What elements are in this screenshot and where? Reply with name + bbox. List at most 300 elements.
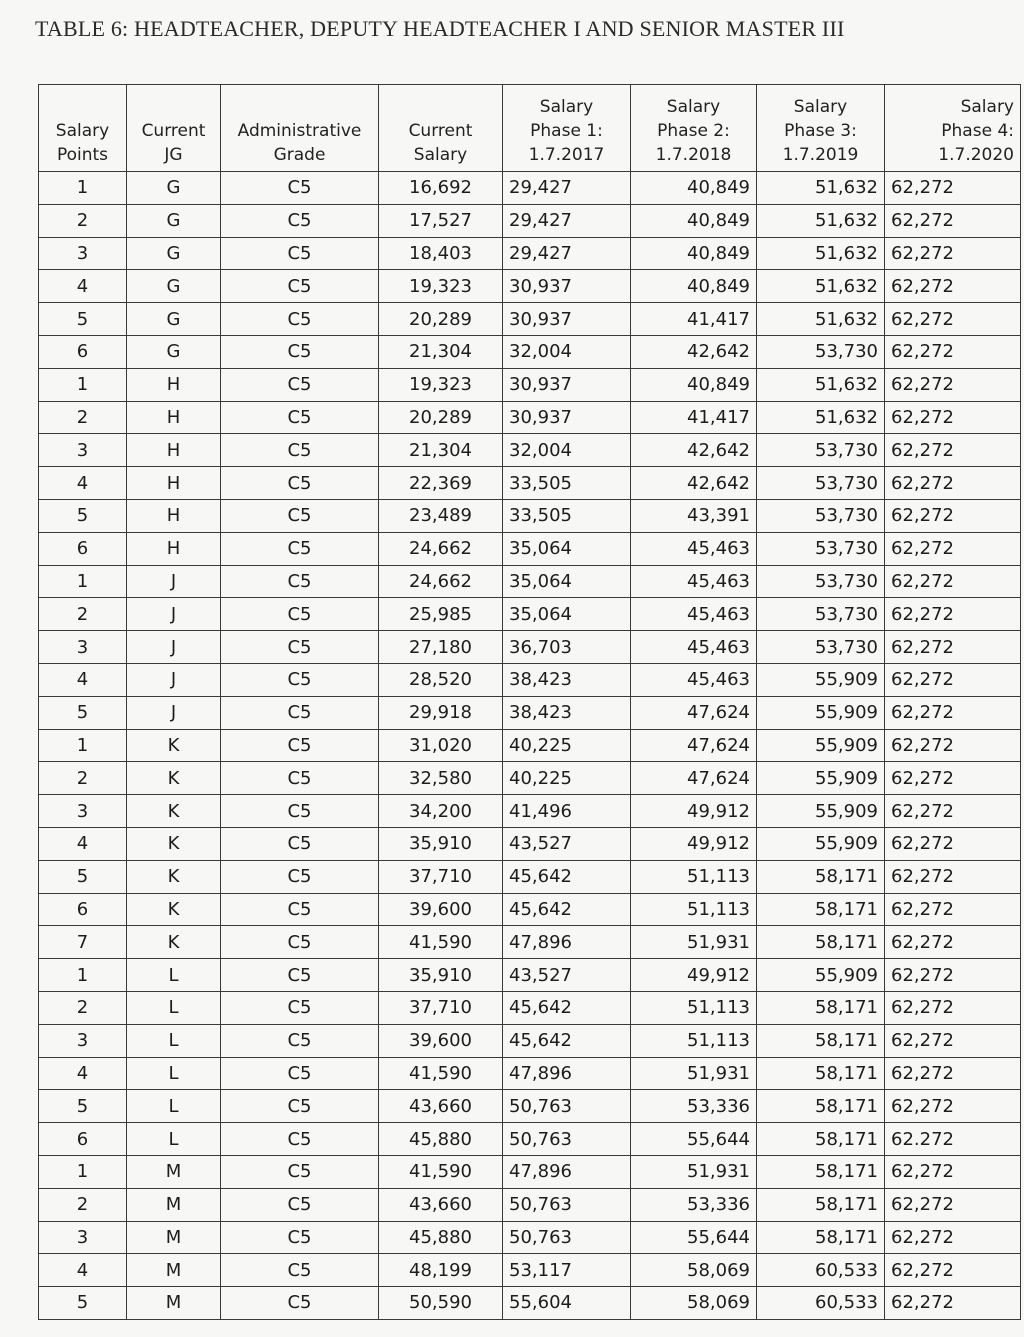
- header-line: 1.7.2020: [938, 145, 1014, 165]
- table-row: [39, 270, 1021, 303]
- phase-1-cell: 43,527: [503, 959, 631, 992]
- phase-2-cell: 49,912: [631, 959, 757, 992]
- phase-4-cell: 62,272: [885, 729, 1021, 762]
- salary-points-cell: 5: [39, 1090, 127, 1123]
- salary-points-cell: 6: [39, 335, 127, 368]
- phase-3-cell: 58,171: [757, 1155, 885, 1188]
- phase-4-cell: 62,272: [885, 663, 1021, 696]
- jg-cell: G: [127, 237, 221, 270]
- phase-3-cell: 60,533: [757, 1287, 885, 1320]
- table-row: [39, 893, 1021, 926]
- salary-points-cell: 3: [39, 237, 127, 270]
- table-row: [39, 762, 1021, 795]
- phase-1-cell: 30,937: [503, 401, 631, 434]
- phase-4-cell: 62,272: [885, 368, 1021, 401]
- header-line: Grade: [273, 145, 326, 165]
- current-salary-cell: 37,710: [379, 991, 503, 1024]
- header-line: 1.7.2017: [528, 145, 605, 165]
- table-row: [39, 172, 1021, 205]
- salary-points-cell: 4: [39, 827, 127, 860]
- phase-2-cell: 40,849: [631, 172, 757, 205]
- grade-cell: C5: [221, 172, 379, 205]
- page-title: TABLE 6: HEADTEACHER, DEPUTY HEADTEACHER I AND SENIOR MASTER III: [35, 16, 845, 41]
- salary-points-cell: 1: [39, 565, 127, 598]
- phase-2-cell: 42,642: [631, 434, 757, 467]
- phase-2-cell: 58,069: [631, 1287, 757, 1320]
- grade-cell: C5: [221, 663, 379, 696]
- table-body: [39, 172, 1021, 1320]
- phase-3-cell: 58,171: [757, 1024, 885, 1057]
- phase-2-cell: 53,336: [631, 1090, 757, 1123]
- table-row: [39, 1057, 1021, 1090]
- phase-4-cell: 62,272: [885, 991, 1021, 1024]
- jg-cell: L: [127, 1090, 221, 1123]
- jg-cell: K: [127, 729, 221, 762]
- current-salary-cell: 20,289: [379, 401, 503, 434]
- grade-cell: C5: [221, 335, 379, 368]
- phase-3-cell: 58,171: [757, 860, 885, 893]
- phase-4-cell: 62,272: [885, 532, 1021, 565]
- current-salary-cell: 23,489: [379, 499, 503, 532]
- phase-4-cell: 62,272: [885, 795, 1021, 828]
- phase-1-cell: 38,423: [503, 663, 631, 696]
- current-salary-cell: 19,323: [379, 270, 503, 303]
- phase-2-cell: 45,463: [631, 565, 757, 598]
- current-salary-cell: 50,590: [379, 1287, 503, 1320]
- current-salary-cell: 25,985: [379, 598, 503, 631]
- salary-points-cell: 2: [39, 1188, 127, 1221]
- phase-1-cell: 32,004: [503, 335, 631, 368]
- phase-3-cell: 55,909: [757, 959, 885, 992]
- salary-points-cell: 3: [39, 1221, 127, 1254]
- salary-points-cell: 5: [39, 860, 127, 893]
- phase-3-cell: 58,171: [757, 1057, 885, 1090]
- current-salary-cell: 27,180: [379, 631, 503, 664]
- header-line: Salary: [793, 97, 848, 117]
- jg-cell: K: [127, 795, 221, 828]
- grade-cell: C5: [221, 270, 379, 303]
- jg-cell: M: [127, 1221, 221, 1254]
- phase-3-cell: 53,730: [757, 434, 885, 467]
- current-salary-cell: 24,662: [379, 565, 503, 598]
- jg-cell: G: [127, 270, 221, 303]
- grade-cell: C5: [221, 1221, 379, 1254]
- phase-4-cell: 62,272: [885, 762, 1021, 795]
- table-row: [39, 335, 1021, 368]
- phase-2-cell: 51,931: [631, 1057, 757, 1090]
- jg-cell: H: [127, 499, 221, 532]
- phase-2-cell: 47,624: [631, 696, 757, 729]
- table-row: [39, 1254, 1021, 1287]
- phase-1-cell: 35,064: [503, 532, 631, 565]
- phase-1-cell: 35,064: [503, 565, 631, 598]
- current-salary-cell: 32,580: [379, 762, 503, 795]
- phase-1-cell: 35,064: [503, 598, 631, 631]
- phase-3-cell: 51,632: [757, 237, 885, 270]
- grade-cell: C5: [221, 1090, 379, 1123]
- table-row: [39, 204, 1021, 237]
- header-line: Points: [56, 145, 109, 165]
- salary-points-cell: 2: [39, 762, 127, 795]
- phase-3-cell: 58,171: [757, 893, 885, 926]
- phase-4-cell: 62,272: [885, 1287, 1021, 1320]
- phase-3-cell: 53,730: [757, 631, 885, 664]
- phase-2-cell: 43,391: [631, 499, 757, 532]
- jg-cell: L: [127, 1024, 221, 1057]
- phase-4-cell: 62,272: [885, 696, 1021, 729]
- phase-3-cell: 55,909: [757, 663, 885, 696]
- table-row: [39, 434, 1021, 467]
- jg-cell: J: [127, 565, 221, 598]
- phase-1-cell: 33,505: [503, 467, 631, 500]
- phase-2-cell: 42,642: [631, 467, 757, 500]
- current-salary-cell: 39,600: [379, 893, 503, 926]
- jg-cell: K: [127, 926, 221, 959]
- grade-cell: C5: [221, 204, 379, 237]
- grade-cell: C5: [221, 1155, 379, 1188]
- grade-cell: C5: [221, 991, 379, 1024]
- salary-points-cell: 5: [39, 1287, 127, 1320]
- phase-1-cell: 50,763: [503, 1123, 631, 1156]
- phase-3-cell: 55,909: [757, 827, 885, 860]
- phase-1-cell: 50,763: [503, 1221, 631, 1254]
- phase-4-cell: 62,272: [885, 827, 1021, 860]
- jg-cell: K: [127, 827, 221, 860]
- phase-4-cell: 62,272: [885, 1188, 1021, 1221]
- table-row: [39, 499, 1021, 532]
- phase-2-cell: 40,849: [631, 270, 757, 303]
- phase-4-cell: 62,272: [885, 893, 1021, 926]
- table-row: [39, 1024, 1021, 1057]
- phase-4-cell: 62,272: [885, 598, 1021, 631]
- phase-3-cell: 58,171: [757, 1221, 885, 1254]
- phase-4-cell: 62,272: [885, 1057, 1021, 1090]
- phase-1-cell: 29,427: [503, 172, 631, 205]
- current-salary-cell: 21,304: [379, 434, 503, 467]
- grade-cell: C5: [221, 401, 379, 434]
- grade-cell: C5: [221, 303, 379, 336]
- phase-2-cell: 42,642: [631, 335, 757, 368]
- phase-1-cell: 32,004: [503, 434, 631, 467]
- grade-cell: C5: [221, 434, 379, 467]
- salary-points-cell: 2: [39, 598, 127, 631]
- grade-cell: C5: [221, 565, 379, 598]
- phase-3-cell: 58,171: [757, 1188, 885, 1221]
- salary-points-cell: 3: [39, 631, 127, 664]
- phase-4-cell: 62,272: [885, 1155, 1021, 1188]
- header-line: Phase 2:: [657, 121, 730, 141]
- phase-4-cell: 62,272: [885, 335, 1021, 368]
- current-salary-cell: 41,590: [379, 926, 503, 959]
- phase-2-cell: 41,417: [631, 401, 757, 434]
- phase-4-cell: 62,272: [885, 401, 1021, 434]
- phase-1-cell: 45,642: [503, 893, 631, 926]
- table-row: [39, 1090, 1021, 1123]
- phase-2-cell: 47,624: [631, 729, 757, 762]
- grade-cell: C5: [221, 795, 379, 828]
- salary-points-cell: 2: [39, 204, 127, 237]
- phase-2-cell: 40,849: [631, 368, 757, 401]
- phase-3-cell: 53,730: [757, 335, 885, 368]
- table-row: [39, 1155, 1021, 1188]
- current-salary-cell: 28,520: [379, 663, 503, 696]
- salary-points-cell: 6: [39, 893, 127, 926]
- salary-points-cell: 1: [39, 959, 127, 992]
- column-header-current-salary: [379, 85, 503, 172]
- phase-4-cell: 62,272: [885, 631, 1021, 664]
- current-salary-cell: 45,880: [379, 1221, 503, 1254]
- header-line: Phase 4:: [941, 121, 1014, 141]
- phase-4-cell: 62,272: [885, 499, 1021, 532]
- phase-4-cell: 62,272: [885, 172, 1021, 205]
- table-row: [39, 827, 1021, 860]
- phase-2-cell: 45,463: [631, 598, 757, 631]
- phase-1-cell: 45,642: [503, 1024, 631, 1057]
- phase-3-cell: 53,730: [757, 499, 885, 532]
- table-row: [39, 1188, 1021, 1221]
- salary-points-cell: 3: [39, 1024, 127, 1057]
- header-line: 1.7.2019: [782, 145, 859, 165]
- grade-cell: C5: [221, 1287, 379, 1320]
- phase-3-cell: 53,730: [757, 565, 885, 598]
- jg-cell: H: [127, 532, 221, 565]
- table-row: [39, 1287, 1021, 1320]
- table-row: [39, 631, 1021, 664]
- salary-points-cell: 3: [39, 434, 127, 467]
- jg-cell: J: [127, 696, 221, 729]
- phase-1-cell: 30,937: [503, 368, 631, 401]
- current-salary-cell: 18,403: [379, 237, 503, 270]
- phase-1-cell: 47,896: [503, 926, 631, 959]
- current-salary-cell: 37,710: [379, 860, 503, 893]
- phase-1-cell: 41,496: [503, 795, 631, 828]
- header-line: Salary: [960, 97, 1014, 117]
- jg-cell: M: [127, 1188, 221, 1221]
- phase-2-cell: 47,624: [631, 762, 757, 795]
- table-row: [39, 926, 1021, 959]
- table-row: [39, 368, 1021, 401]
- phase-2-cell: 49,912: [631, 795, 757, 828]
- phase-3-cell: 60,533: [757, 1254, 885, 1287]
- current-salary-cell: 16,692: [379, 172, 503, 205]
- salary-points-cell: 4: [39, 467, 127, 500]
- jg-cell: K: [127, 762, 221, 795]
- jg-cell: M: [127, 1155, 221, 1188]
- current-salary-cell: 29,918: [379, 696, 503, 729]
- current-salary-cell: 22,369: [379, 467, 503, 500]
- phase-2-cell: 51,113: [631, 1024, 757, 1057]
- column-header-salary-points: [39, 85, 127, 172]
- current-salary-cell: 35,910: [379, 827, 503, 860]
- grade-cell: C5: [221, 1254, 379, 1287]
- grade-cell: C5: [221, 598, 379, 631]
- jg-cell: H: [127, 434, 221, 467]
- current-salary-cell: 19,323: [379, 368, 503, 401]
- grade-cell: C5: [221, 959, 379, 992]
- salary-points-cell: 5: [39, 499, 127, 532]
- phase-4-cell: 62,272: [885, 860, 1021, 893]
- phase-3-cell: 51,632: [757, 172, 885, 205]
- phase-4-cell: 62,272: [885, 1254, 1021, 1287]
- phase-1-cell: 29,427: [503, 204, 631, 237]
- phase-2-cell: 58,069: [631, 1254, 757, 1287]
- jg-cell: J: [127, 631, 221, 664]
- phase-3-cell: 53,730: [757, 467, 885, 500]
- phase-1-cell: 38,423: [503, 696, 631, 729]
- table-row: [39, 565, 1021, 598]
- phase-3-cell: 53,730: [757, 532, 885, 565]
- jg-cell: G: [127, 303, 221, 336]
- phase-1-cell: 40,225: [503, 762, 631, 795]
- column-header-salary-phase-4: [885, 85, 1021, 172]
- salary-points-cell: 7: [39, 926, 127, 959]
- salary-points-cell: 1: [39, 729, 127, 762]
- current-salary-cell: 17,527: [379, 204, 503, 237]
- jg-cell: H: [127, 368, 221, 401]
- phase-4-cell: 62,272: [885, 565, 1021, 598]
- phase-3-cell: 58,171: [757, 991, 885, 1024]
- grade-cell: C5: [221, 696, 379, 729]
- phase-2-cell: 40,849: [631, 204, 757, 237]
- jg-cell: L: [127, 1057, 221, 1090]
- column-header-salary-phase-3: [757, 85, 885, 172]
- phase-3-cell: 58,171: [757, 1123, 885, 1156]
- phase-4-cell: 62,272: [885, 1024, 1021, 1057]
- jg-cell: H: [127, 401, 221, 434]
- salary-points-cell: 1: [39, 368, 127, 401]
- table-row: [39, 1123, 1021, 1156]
- phase-4-cell: 62,272: [885, 237, 1021, 270]
- grade-cell: C5: [221, 729, 379, 762]
- salary-points-cell: 1: [39, 172, 127, 205]
- phase-4-cell: 62,272: [885, 434, 1021, 467]
- phase-2-cell: 51,113: [631, 991, 757, 1024]
- phase-2-cell: 55,644: [631, 1221, 757, 1254]
- jg-cell: L: [127, 1123, 221, 1156]
- phase-4-cell: 62,272: [885, 204, 1021, 237]
- phase-4-cell: 62,272: [885, 467, 1021, 500]
- current-salary-cell: 21,304: [379, 335, 503, 368]
- column-header-current-jg: [127, 85, 221, 172]
- jg-cell: H: [127, 467, 221, 500]
- salary-points-cell: 4: [39, 663, 127, 696]
- grade-cell: C5: [221, 499, 379, 532]
- table-row: [39, 795, 1021, 828]
- phase-3-cell: 58,171: [757, 1090, 885, 1123]
- jg-cell: K: [127, 860, 221, 893]
- table-row: [39, 401, 1021, 434]
- table-row: [39, 696, 1021, 729]
- header-line: 1.7.2018: [655, 145, 732, 165]
- header-line: Phase 3:: [784, 121, 857, 141]
- salary-table: [38, 84, 1021, 1320]
- header-row: [39, 85, 1021, 172]
- salary-points-cell: 4: [39, 1254, 127, 1287]
- current-salary-cell: 41,590: [379, 1057, 503, 1090]
- current-salary-cell: 48,199: [379, 1254, 503, 1287]
- grade-cell: C5: [221, 467, 379, 500]
- table-row: [39, 959, 1021, 992]
- phase-4-cell: 62,272: [885, 959, 1021, 992]
- grade-cell: C5: [221, 1024, 379, 1057]
- current-salary-cell: 39,600: [379, 1024, 503, 1057]
- phase-2-cell: 53,336: [631, 1188, 757, 1221]
- phase-1-cell: 43,527: [503, 827, 631, 860]
- jg-cell: G: [127, 204, 221, 237]
- phase-3-cell: 53,730: [757, 598, 885, 631]
- header-line: Phase 1:: [530, 121, 603, 141]
- salary-points-cell: 4: [39, 270, 127, 303]
- phase-1-cell: 33,505: [503, 499, 631, 532]
- column-header-salary-phase-2: [631, 85, 757, 172]
- phase-1-cell: 40,225: [503, 729, 631, 762]
- column-header-administrative-grade: [221, 85, 379, 172]
- phase-2-cell: 40,849: [631, 237, 757, 270]
- phase-3-cell: 55,909: [757, 729, 885, 762]
- jg-cell: G: [127, 172, 221, 205]
- header-line: Salary: [55, 121, 110, 141]
- header-line: Current: [408, 121, 473, 141]
- grade-cell: C5: [221, 631, 379, 664]
- current-salary-cell: 41,590: [379, 1155, 503, 1188]
- phase-1-cell: 36,703: [503, 631, 631, 664]
- phase-1-cell: 53,117: [503, 1254, 631, 1287]
- phase-1-cell: 29,427: [503, 237, 631, 270]
- phase-3-cell: 51,632: [757, 204, 885, 237]
- grade-cell: C5: [221, 827, 379, 860]
- phase-4-cell: 62.272: [885, 1123, 1021, 1156]
- phase-1-cell: 50,763: [503, 1090, 631, 1123]
- phase-3-cell: 55,909: [757, 696, 885, 729]
- table-row: [39, 729, 1021, 762]
- table-row: [39, 467, 1021, 500]
- header-line: Current: [141, 121, 206, 141]
- grade-cell: C5: [221, 926, 379, 959]
- phase-4-cell: 62,272: [885, 303, 1021, 336]
- phase-1-cell: 30,937: [503, 270, 631, 303]
- current-salary-cell: 24,662: [379, 532, 503, 565]
- phase-1-cell: 47,896: [503, 1155, 631, 1188]
- current-salary-cell: 35,910: [379, 959, 503, 992]
- current-salary-cell: 43,660: [379, 1188, 503, 1221]
- phase-2-cell: 45,463: [631, 663, 757, 696]
- grade-cell: C5: [221, 237, 379, 270]
- table-row: [39, 237, 1021, 270]
- phase-3-cell: 55,909: [757, 762, 885, 795]
- grade-cell: C5: [221, 368, 379, 401]
- phase-2-cell: 49,912: [631, 827, 757, 860]
- phase-3-cell: 58,171: [757, 926, 885, 959]
- phase-3-cell: 51,632: [757, 303, 885, 336]
- jg-cell: K: [127, 893, 221, 926]
- phase-1-cell: 30,937: [503, 303, 631, 336]
- phase-3-cell: 55,909: [757, 795, 885, 828]
- phase-1-cell: 50,763: [503, 1188, 631, 1221]
- grade-cell: C5: [221, 860, 379, 893]
- phase-3-cell: 51,632: [757, 270, 885, 303]
- phase-1-cell: 45,642: [503, 991, 631, 1024]
- header-line: Salary: [413, 145, 468, 165]
- grade-cell: C5: [221, 893, 379, 926]
- phase-2-cell: 51,931: [631, 926, 757, 959]
- phase-2-cell: 51,113: [631, 893, 757, 926]
- salary-points-cell: 6: [39, 1123, 127, 1156]
- salary-points-cell: 4: [39, 1057, 127, 1090]
- phase-3-cell: 51,632: [757, 368, 885, 401]
- current-salary-cell: 43,660: [379, 1090, 503, 1123]
- salary-points-cell: 5: [39, 303, 127, 336]
- header-line: Administrative: [237, 121, 362, 141]
